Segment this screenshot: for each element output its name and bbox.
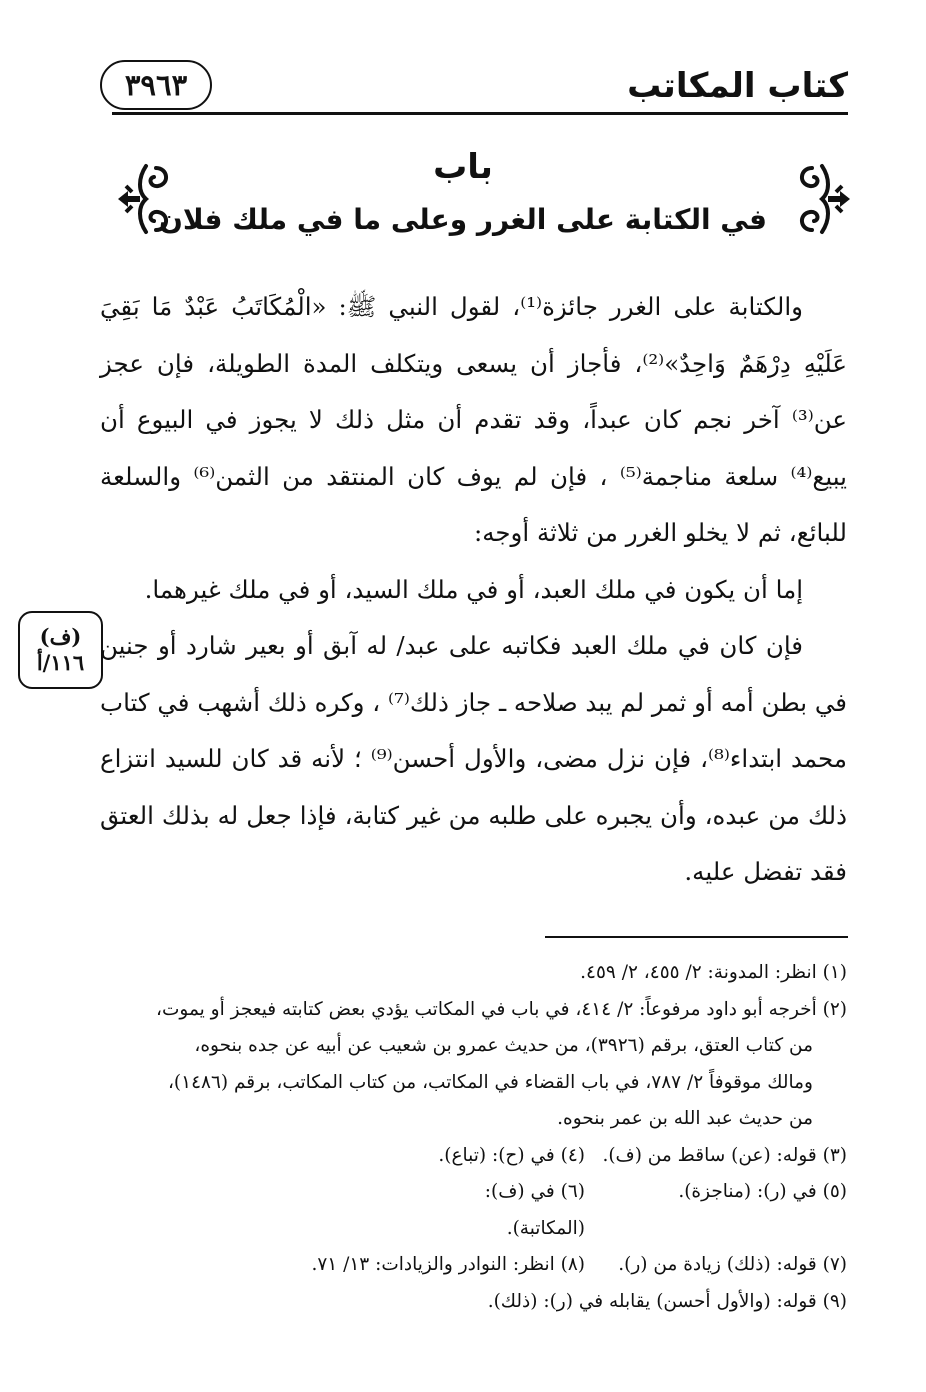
paragraph: فإن كان في ملك العبد فكاتبه على عبد/ له آبق أو بعير شارد أو جنين في بطن أمه أو ثمر لم يبد صلاحه ـ جاز ذلك⁽⁷⁾ ، وكره ذلك أشهب في كتاب محمد ابتداء⁽⁸⁾، فإن نزل مضى، والأول أحسن⁽⁹⁾ ؛ لأنه قد كان للسيد انتزاع ذلك من عبده، وأن يجبره على طلبه من غير كتابة، فإذا جعل له بذلك العتق فقد تفضل عليه. — [100, 631, 847, 886]
footnote-continuation: من كتاب العتق، برقم (٣٩٢٦)، من حديث عمرو بن شعيب عن أبيه عن جده بنحوه، — [194, 1035, 813, 1056]
paragraph: والكتابة على الغرر جائزة⁽¹⁾، لقول النبي ﷺ: «الْمُكَاتَبُ عَبْدٌ مَا بَقِيَ عَلَيْهِ دِرْهَمٌ وَاحِدٌ»⁽²⁾، فأجاز أن يسعى ويتكلف المدة الطويلة، فإن عجز عن⁽³⁾ آخر نجم كان عبداً، وقد تقدم أن مثل ذلك لا يجوز في البيوع أن يبيع⁽⁴⁾ سلعة مناجمة⁽⁵⁾ ، فإن لم يوف كان المنتقد من الثمن⁽⁶⁾ والسلعة للبائع، ثم لا يخلو الغرر من ثلاثة أوجه: — [100, 292, 847, 547]
footnote: (٧) قوله: (ذلك) زيادة من (ر). — [618, 1254, 847, 1275]
footnote-continuation: من حديث عبد الله بن عمر بنحوه. — [557, 1108, 813, 1129]
header-rule — [112, 112, 848, 115]
footnote-separator — [545, 936, 848, 938]
margin-note-manuscript: (ف) — [39, 624, 82, 649]
footnote-row — [100, 1174, 847, 1247]
footnote: (٥) في (ر): (مناجزة). — [678, 1181, 847, 1202]
footnote: (٢) أخرجه أبو داود مرفوعاً: ٢/ ٤١٤، في باب في المكاتب يؤدي بعض كتابته فيعجز أو يموت، — [156, 998, 847, 1020]
margin-note-folio: ١١٦/أ — [36, 650, 85, 675]
body-text — [100, 279, 847, 901]
footnote: (٦) في (ف): (المكاتبة). — [484, 1181, 585, 1239]
page-number: ٣٩٦٣ — [100, 60, 212, 110]
footnotes — [100, 955, 847, 1320]
chapter-title: في الكتابة على الغرر وعلى ما في ملك فلان — [159, 203, 767, 236]
footnote: (٣) قوله: (عن) ساقط من (ف). — [602, 1144, 847, 1166]
footnote-continuation: ومالك موقوفاً ٢/ ٧٨٧، في باب القضاء في المكاتب، من كتاب المكاتب، برقم (١٤٨٦)، — [167, 1071, 813, 1093]
footnote: (٤) في (ح): (تباع). — [438, 1144, 585, 1166]
footnote: (٨) انظر: النوادر والزيادات: ١٣/ ٧١. — [311, 1254, 585, 1275]
margin-note — [18, 611, 103, 689]
footnote-row — [100, 1247, 847, 1284]
footnote: (١) انظر: المدونة: ٢/ ٤٥٥، ٢/ ٤٥٩. — [580, 962, 847, 983]
chapter-heading: باب — [433, 147, 493, 187]
footnote-row — [100, 1138, 847, 1175]
paragraph: إما أن يكون في ملك العبد، أو في ملك السيد، أو في ملك غيرهما. — [144, 574, 803, 604]
running-title: كتاب المكاتب — [627, 66, 848, 106]
footnote: (٩) قوله: (والأول أحسن) يقابله في (ر): (ذلك). — [487, 1290, 847, 1312]
